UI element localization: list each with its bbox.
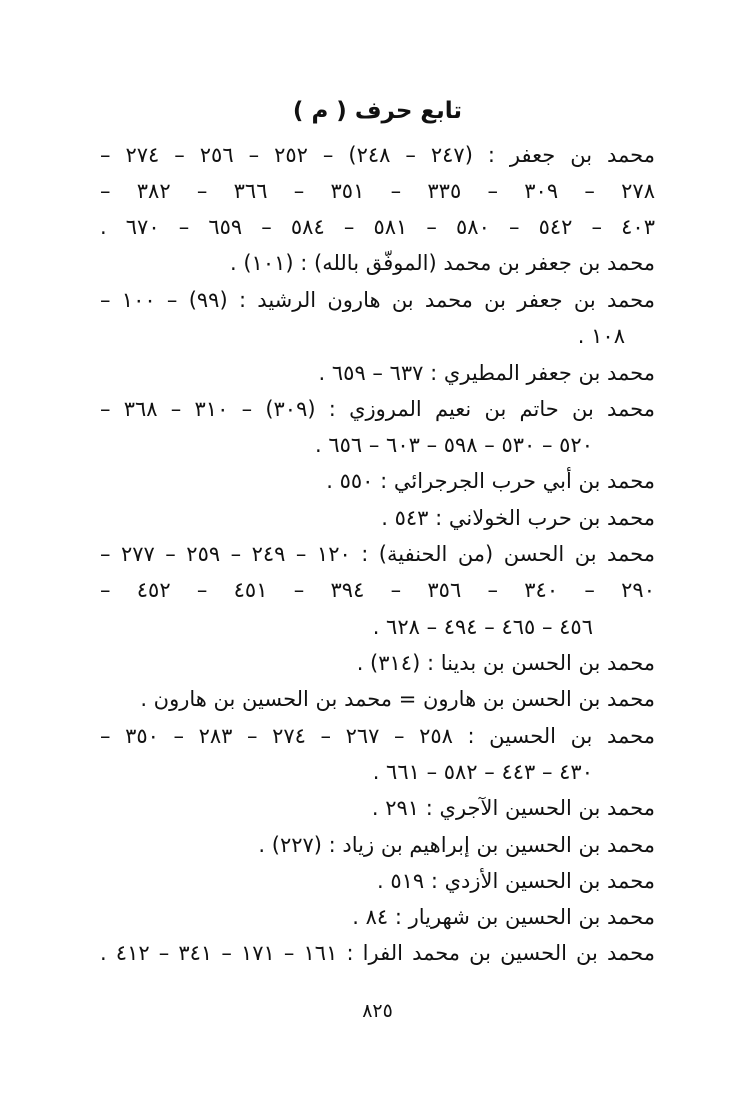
index-line-3: ٤٠٣ – ٥٤٢ – ٥٨٠ – ٥٨١ – ٥٨٤ – ٦٥٩ – ٦٧٠ . [100,215,655,239]
index-line-7: محمد بن جعفر المطيري : ٦٣٧ – ٦٥٩ . [318,361,655,385]
index-line-6: ١٠٨ . [577,324,625,348]
index-line-20: محمد بن الحسين بن إبراهيم بن زياد : (٢٢٧) . [258,833,655,857]
index-line-9: ٥٢٠ – ٥٣٠ – ٥٩٨ – ٦٠٣ – ٦٥٦ . [314,433,593,457]
index-line-2: ٢٧٨ – ٣٠٩ – ٣٣٥ – ٣٥١ – ٣٦٦ – ٣٨٢ – [100,179,655,203]
index-line-14: ٤٥٦ – ٤٦٥ – ٤٩٤ – ٦٢٨ . [372,615,593,639]
index-line-10: محمد بن أبي حرب الجرجرائي : ٥٥٠ . [326,469,655,493]
index-line-17: محمد بن الحسين : ٢٥٨ – ٢٦٧ – ٢٧٤ – ٢٨٣ – ٣٥٠ – [100,724,655,748]
index-line-1: محمد بن جعفر : (٢٤٧ – ٢٤٨) – ٢٥٢ – ٢٥٦ – ٢٧٤ – [100,143,655,167]
index-line-8: محمد بن حاتم بن نعيم المروزي : (٣٠٩) – ٣١٠ – ٣٦٨ – [100,397,655,421]
section-heading: تابع حرف ( م ) [292,98,463,124]
index-line-21: محمد بن الحسين الأزدي : ٥١٩ . [376,869,655,893]
index-line-15: محمد بن الحسن بن بدينا : (٣١٤) . [356,651,655,675]
index-line-22: محمد بن الحسين بن شهريار : ٨٤ . [352,905,655,929]
index-line-11: محمد بن حرب الخولاني : ٥٤٣ . [381,506,655,530]
index-line-13: ٢٩٠ – ٣٤٠ – ٣٥٦ – ٣٩٤ – ٤٥١ – ٤٥٢ – [100,578,655,602]
index-line-4: محمد بن جعفر بن محمد (الموفّق بالله) : (١٠١) . [230,251,655,275]
page-number: ٨٢٥ [362,1000,393,1022]
index-line-5: محمد بن جعفر بن محمد بن هارون الرشيد : (٩٩) – ١٠٠ – [100,288,655,312]
index-line-16: محمد بن الحسن بن هارون = محمد بن الحسين بن هارون . [140,687,655,711]
index-line-12: محمد بن الحسن (من الحنفية) : ١٢٠ – ٢٤٩ – ٢٥٩ – ٢٧٧ – [100,542,655,566]
index-line-19: محمد بن الحسين الآجري : ٢٩١ . [371,796,655,820]
index-line-23: محمد بن الحسين بن محمد الفرا : ١٦١ – ١٧١ – ٣٤١ – ٤١٢ . [100,941,655,965]
index-line-18: ٤٣٠ – ٤٤٣ – ٥٨٢ – ٦٦١ . [372,760,593,784]
